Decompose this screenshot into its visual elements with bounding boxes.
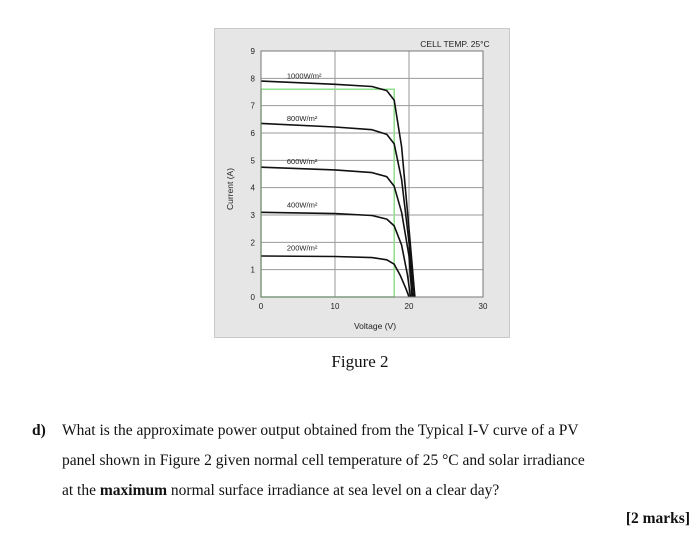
x-tick-labels bbox=[259, 302, 488, 311]
x-axis-label: Voltage (V) bbox=[353, 321, 397, 331]
y-tick-label: 6 bbox=[250, 129, 255, 138]
figure-panel bbox=[214, 28, 510, 338]
question-text-3a: at the bbox=[62, 482, 100, 499]
x-tick-label: 20 bbox=[404, 302, 414, 311]
chart-title: CELL TEMP. 25°C bbox=[420, 39, 490, 49]
y-tick-label: 4 bbox=[250, 183, 255, 193]
figure-caption: Figure 2 bbox=[331, 352, 389, 371]
y-tick-label: 1 bbox=[250, 265, 255, 275]
series-label: 400W/m² bbox=[286, 200, 318, 210]
x-tick-label: 0 bbox=[258, 302, 264, 311]
series-label: 1000W/m² bbox=[286, 71, 322, 81]
y-tick-label: 3 bbox=[250, 211, 255, 220]
question-line-1 bbox=[32, 416, 692, 446]
y-axis-label: Current (A) bbox=[225, 167, 235, 211]
y-tick-label: 5 bbox=[250, 156, 255, 166]
question-text-3b: normal surface irradiance at sea level on a clear day? bbox=[167, 482, 500, 499]
question-d bbox=[32, 416, 692, 506]
question-line-2 bbox=[32, 446, 692, 476]
y-tick-label: 8 bbox=[250, 74, 255, 84]
question-text-1: What is the approximate power output obtained from the Typical I-V curve of a PV bbox=[62, 422, 579, 439]
y-tick-label: 7 bbox=[250, 101, 255, 111]
series-label: 800W/m² bbox=[286, 113, 318, 123]
series-label: 600W/m² bbox=[286, 156, 318, 166]
x-tick-label: 10 bbox=[330, 302, 340, 311]
question-letter: d) bbox=[32, 422, 46, 439]
iv-curve-chart bbox=[215, 29, 511, 339]
question-emphasis: maximum bbox=[99, 482, 168, 499]
y-tick-label: 2 bbox=[250, 238, 255, 248]
y-tick-label: 9 bbox=[250, 47, 255, 56]
x-tick-label: 30 bbox=[478, 302, 488, 311]
y-tick-label: 0 bbox=[250, 293, 255, 302]
question-line-3 bbox=[32, 476, 692, 506]
series-label: 200W/m² bbox=[286, 243, 318, 253]
y-tick-labels bbox=[251, 47, 256, 302]
plot-area bbox=[261, 51, 483, 297]
marks-label: [2 marks] bbox=[625, 510, 690, 527]
question-text-2: panel shown in Figure 2 given normal cell temperature of 25 °C and solar irradiance bbox=[62, 452, 585, 469]
